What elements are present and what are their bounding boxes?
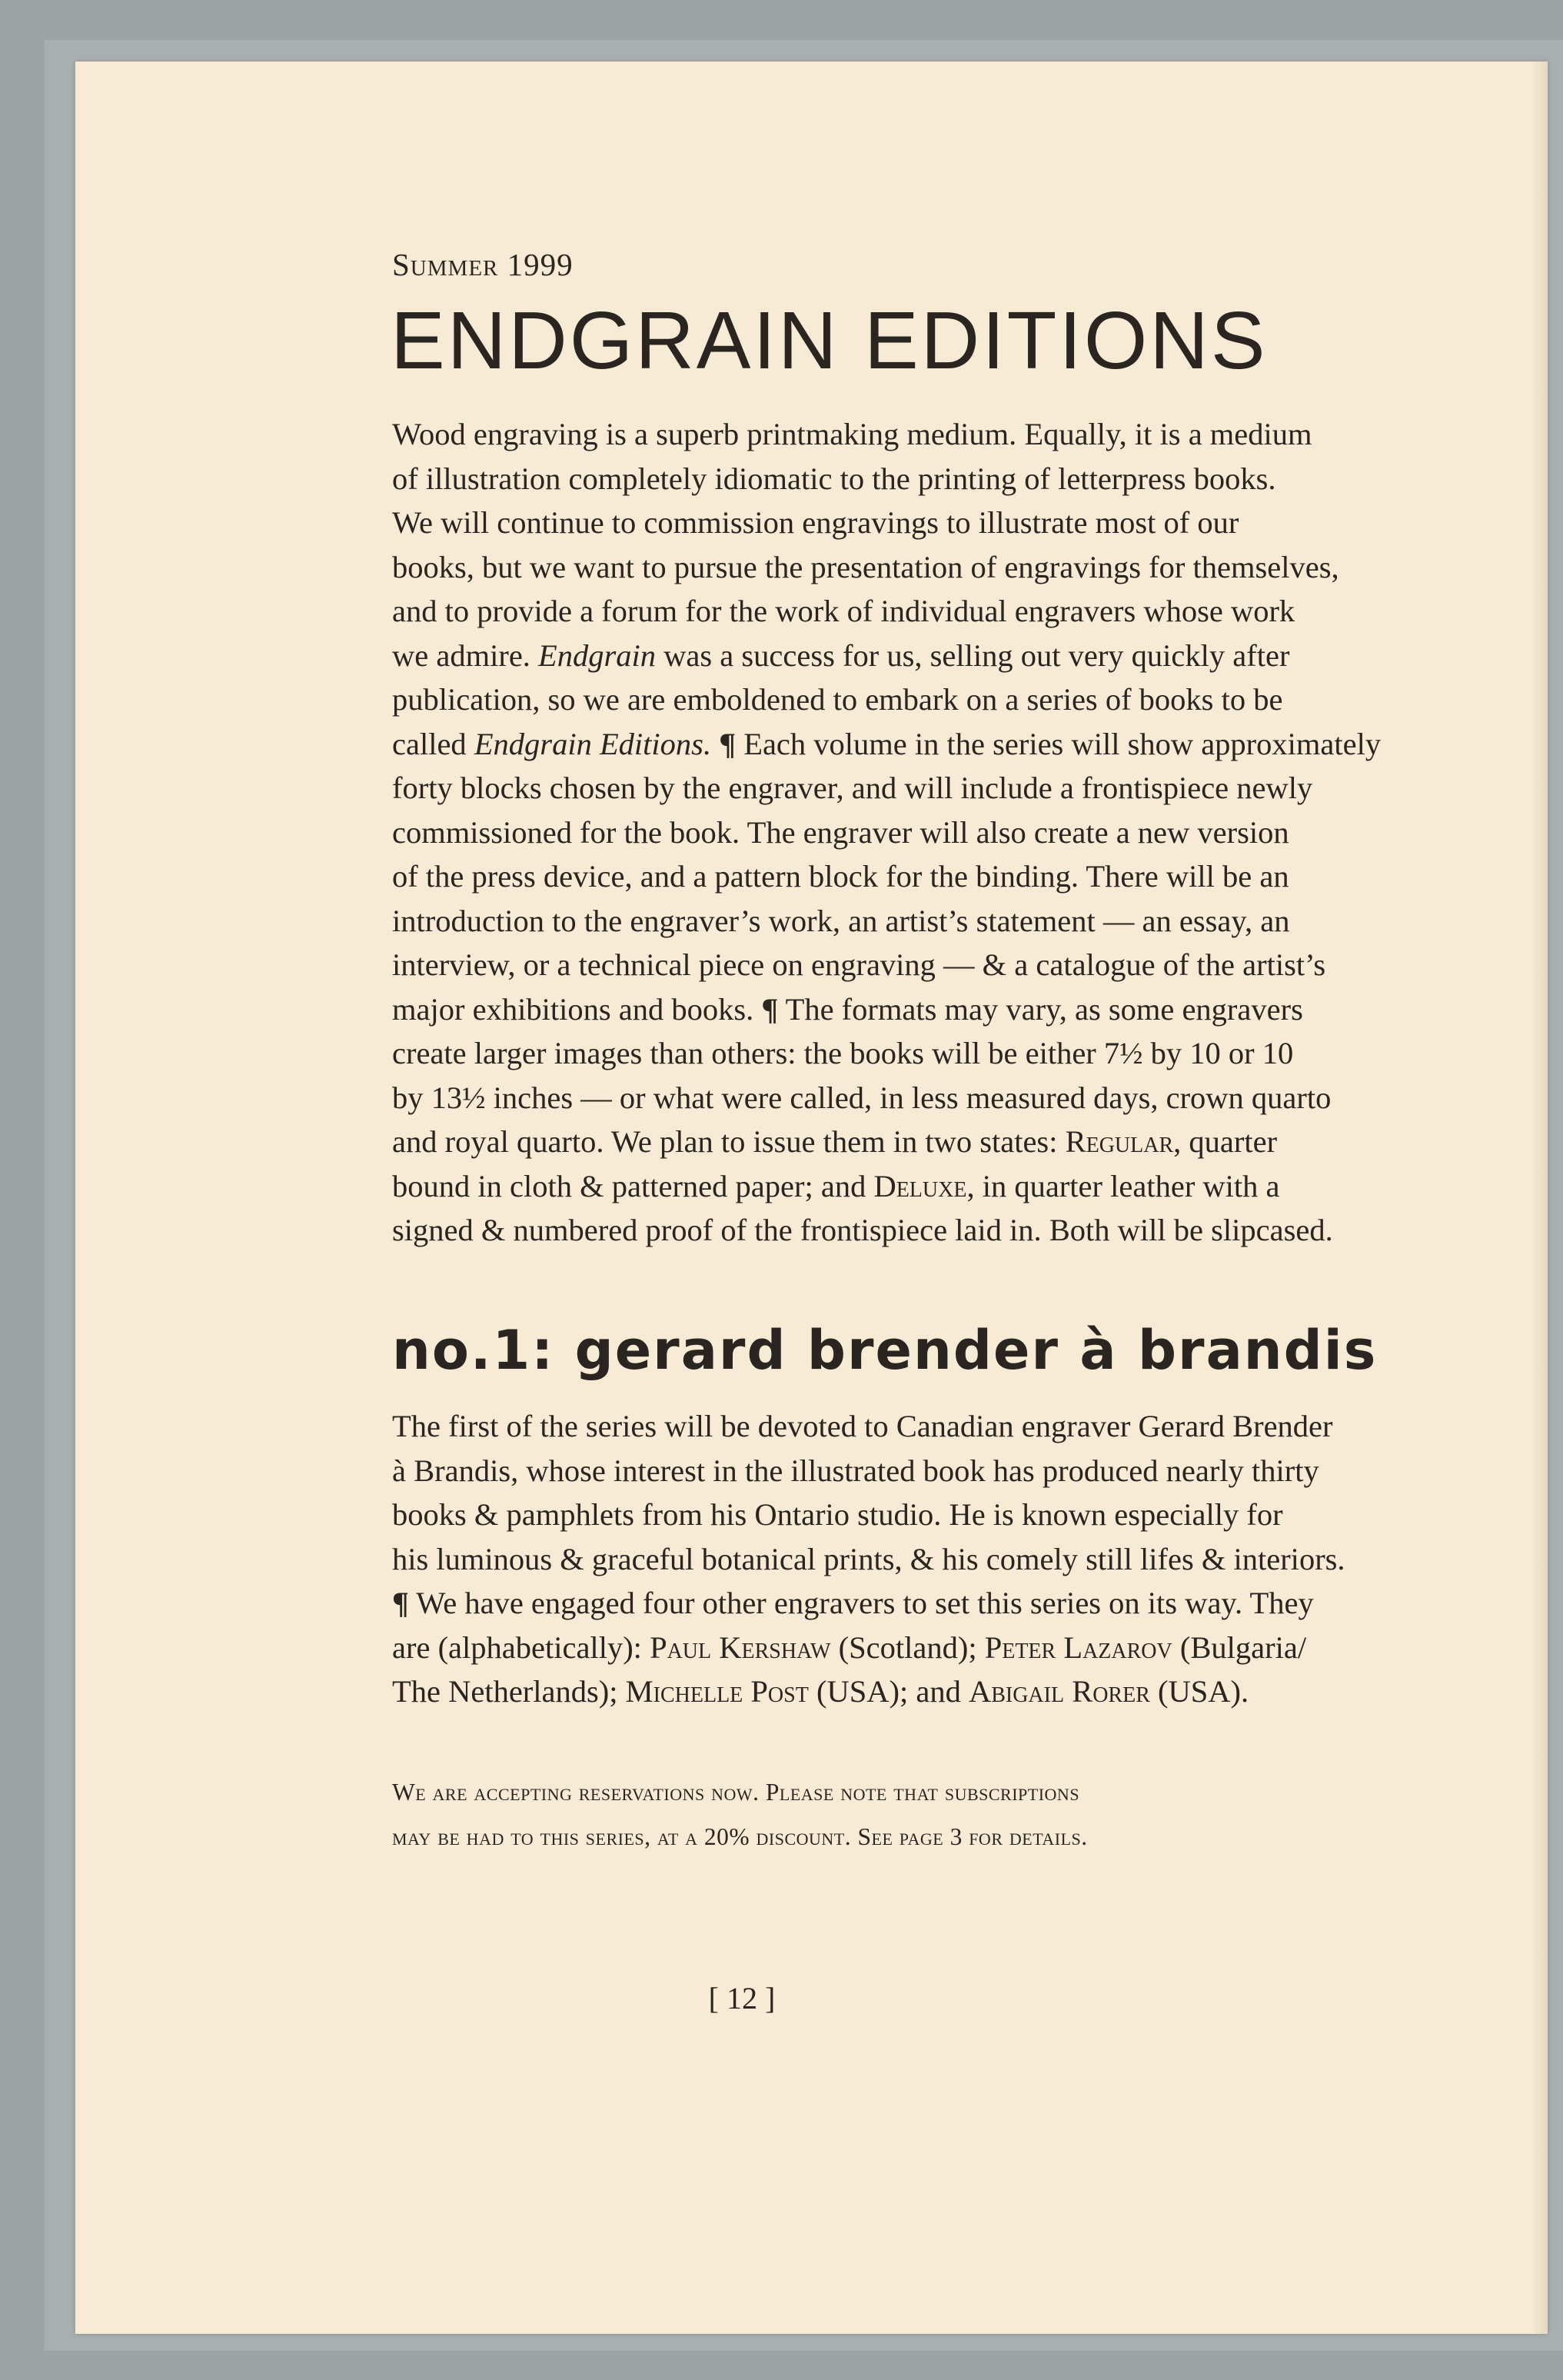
- intro-line: create larger images than others: the books will be either 7½ by 10 or 10: [392, 1036, 1294, 1070]
- intro-line: called Endgrain Editions. ¶ Each volume in the series will show approximately: [392, 726, 1382, 761]
- intro-line: Wood engraving is a superb printmaking medium. Equally, it is a medium: [392, 417, 1312, 451]
- volume-line: books & pamphlets from his Ontario studio. He is known especially for: [392, 1497, 1283, 1532]
- state-regular: Regular: [1065, 1124, 1174, 1159]
- engraver-name: Abigail Rorer: [968, 1674, 1150, 1709]
- volume-line: The Netherlands); Michelle Post (USA); and Abigail Rorer (USA).: [392, 1674, 1249, 1709]
- notice-line: may be had to this series, at a 20% discount. See page 3 for details.: [392, 1823, 1088, 1850]
- intro-line: signed & numbered proof of the frontispiece laid in. Both will be slipcased.: [392, 1213, 1333, 1247]
- intro-line: and royal quarto. We plan to issue them in two states: Regular, quarter: [392, 1124, 1278, 1159]
- intro-line: by 13½ inches — or what were called, in less measured days, crown quarto: [392, 1080, 1332, 1115]
- catalogue-page: [75, 62, 1548, 2334]
- series-title-italic: Endgrain Editions.: [474, 726, 712, 761]
- intro-line: interview, or a technical piece on engraving — & a catalogue of the artist’s: [392, 947, 1326, 982]
- season-heading: Summer 1999: [392, 247, 574, 282]
- intro-line: of illustration completely idiomatic to the printing of letterpress books.: [392, 461, 1276, 496]
- pilcrow-icon: ¶: [719, 726, 737, 761]
- volume-line: ¶ We have engaged four other engravers to set this series on its way. They: [392, 1586, 1314, 1620]
- volume-line: his luminous & graceful botanical prints, & his comely still lifes & interiors.: [392, 1541, 1345, 1576]
- intro-line: forty blocks chosen by the engraver, and will include a frontispiece newly: [392, 771, 1313, 805]
- intro-line: introduction to the engraver’s work, an artist’s statement — an essay, an: [392, 903, 1290, 938]
- engraver-name: Paul Kershaw: [650, 1629, 831, 1665]
- intro-line: and to provide a forum for the work of individual engravers whose work: [392, 594, 1295, 628]
- page-number: [ 12 ]: [708, 1981, 776, 2016]
- volume-heading: no.1: gerard brender à brandis: [392, 1319, 1378, 1382]
- engraver-name: Michelle Post: [625, 1674, 809, 1709]
- volume-line: The first of the series will be devoted to Canadian engraver Gerard Brender: [392, 1409, 1333, 1443]
- intro-line: bound in cloth & patterned paper; and Deluxe, in quarter leather with a: [392, 1168, 1280, 1203]
- pilcrow-icon: ¶: [392, 1586, 409, 1620]
- intro-line: publication, so we are emboldened to embark on a series of books to be: [392, 682, 1283, 717]
- volume-line: are (alphabetically): Paul Kershaw (Scotland); Peter Lazarov (Bulgaria/: [392, 1629, 1307, 1665]
- pilcrow-icon: ¶: [761, 991, 779, 1027]
- book-title-italic: Endgrain: [538, 637, 657, 673]
- page-title: ENDGRAIN EDITIONS: [391, 295, 1268, 386]
- intro-line: of the press device, and a pattern block for the binding. There will be an: [392, 859, 1289, 894]
- intro-paragraph: [392, 412, 1484, 1253]
- intro-line: books, but we want to pursue the presentation of engravings for themselves,: [392, 549, 1339, 584]
- reservation-notice: [392, 1770, 1484, 1859]
- page-edge-shadow: [1531, 62, 1548, 2334]
- notice-line: We are accepting reservations now. Please note that subscriptions: [392, 1779, 1080, 1806]
- intro-line: major exhibitions and books. ¶ The formats may vary, as some engravers: [392, 991, 1303, 1027]
- intro-line: commissioned for the book. The engraver will also create a new version: [392, 814, 1289, 850]
- intro-line: we admire. Endgrain was a success for us, selling out very quickly after: [392, 637, 1290, 673]
- engraver-name: Peter Lazarov: [984, 1629, 1172, 1665]
- volume-paragraph: [392, 1404, 1484, 1714]
- volume-line: à Brandis, whose interest in the illustrated book has produced nearly thirty: [392, 1453, 1319, 1488]
- intro-line: We will continue to commission engravings to illustrate most of our: [392, 505, 1239, 540]
- state-deluxe: Deluxe: [873, 1168, 967, 1203]
